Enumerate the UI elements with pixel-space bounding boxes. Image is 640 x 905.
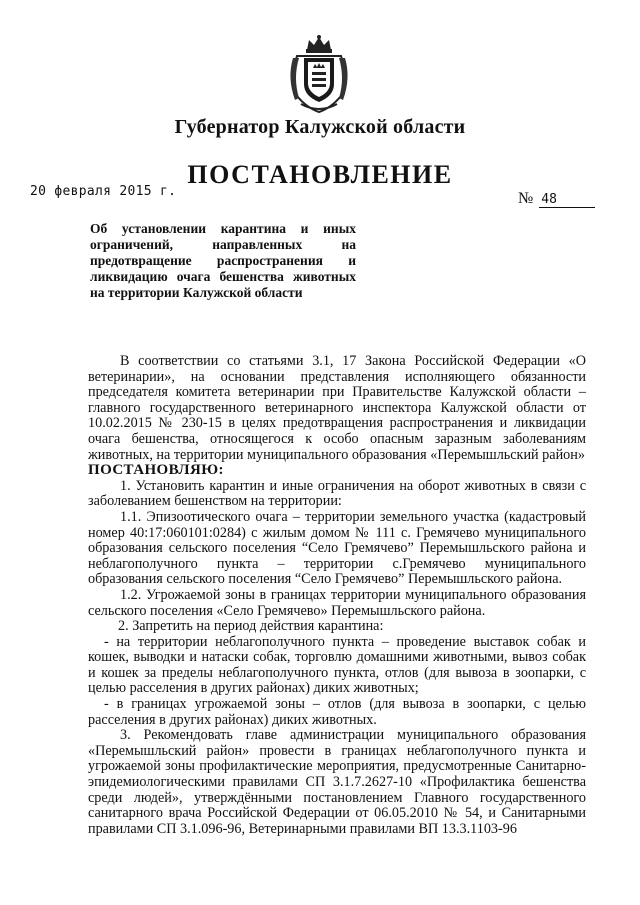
preamble-paragraph: В соответствии со статьями 3.1, 17 Закона Российской Федерации «О ветеринарии», на основании представления исполняющего обязанности председателя комитета ветеринарии при Правительстве Калужской области – главного государственного ветеринарного инспектора Калужской области от 10.02.2015 № 230-15 в целях предотвращения распространения и ликвидации очага бешенства, относящегося к особо опасным заразным заболеваниям животных, на территории муниципального образования «Перемышльский район» [88,353,586,463]
subject-line: ликвидацию очага бешенства животных [90,269,356,284]
subject-line: на территории Калужской области [90,285,303,300]
document-type-title: ПОСТАНОВЛЕНИЕ [187,160,453,189]
document-number [518,190,604,208]
subject-line: предотвращение распространения и [90,253,356,268]
document-date: 20 февраля 2015 г. [30,184,177,199]
subject-line: ограничений, направленных на [90,237,356,252]
decree-heading: ПОСТАНОВЛЯЮ: [88,462,224,479]
kaluga-coat-of-arms-icon [287,34,351,114]
clause-1-2: 1.2. Угрожаемой зоны в границах территории муниципального образования сельского поселения «Село Гремячево» Перемышльского района. [88,586,586,619]
number-sign: № [518,190,534,207]
clause-2-item-b: - в границах угрожаемой зоны – отлов (для вывоза в зоопарки, с целью расселения в других районах) диких животных. [88,696,586,728]
issuer-title: Губернатор Калужской области [174,116,466,138]
clause-1-1: 1.1. Эпизоотического очага – территории земельного участка (кадастровый номер 40:17:060101:0284) с жилым домом № 111 с. Гремячево муниципального образования сельского поселения “Село Гремячево” Перемышльского района и неблагополучного пункта – территории с.Гремячево муниципального образования сельского поселения “Село Гремячево” Перемышльского района. [88,508,586,588]
subject-line: Об установлении карантина и иных [90,221,356,236]
clause-2: 2. Запретить на период действия карантина: [118,618,384,635]
clause-1: 1. Установить карантин и иные ограничения на оборот животных в связи с заболеванием бешенством на территории: [88,477,586,510]
number-value: 48 [539,192,595,208]
document-subject [90,221,356,301]
document-body [88,354,586,837]
clause-3: 3. Рекомендовать главе администрации муниципального образования «Перемышльский район» провести в границах неблагополучного пункта и угрожаемой зоны профилактические мероприятия, предусмотренные Санитарно-эпидемиологическими правилами СП 3.1.7.2627-10 «Профилактика бешенства среди людей», утверждёнными постановлением Главного государственного санитарного врача Российской Федерации от 06.05.2010 № 54, и Санитарными правилами СП 3.1.096-96, Ветеринарными правилами ВП 13.3.1103-96 [88,727,586,837]
clause-2-item-a: - на территории неблагополучного пункта – проведение выставок собак и кошек, выводки и натаски собак, торговлю домашними животными, вывоз собак и кошек за пределы неблагополучного пункта, отлов (для вывоза в зоопарки, с целью расселения в других районах) диких животных; [88,633,586,697]
